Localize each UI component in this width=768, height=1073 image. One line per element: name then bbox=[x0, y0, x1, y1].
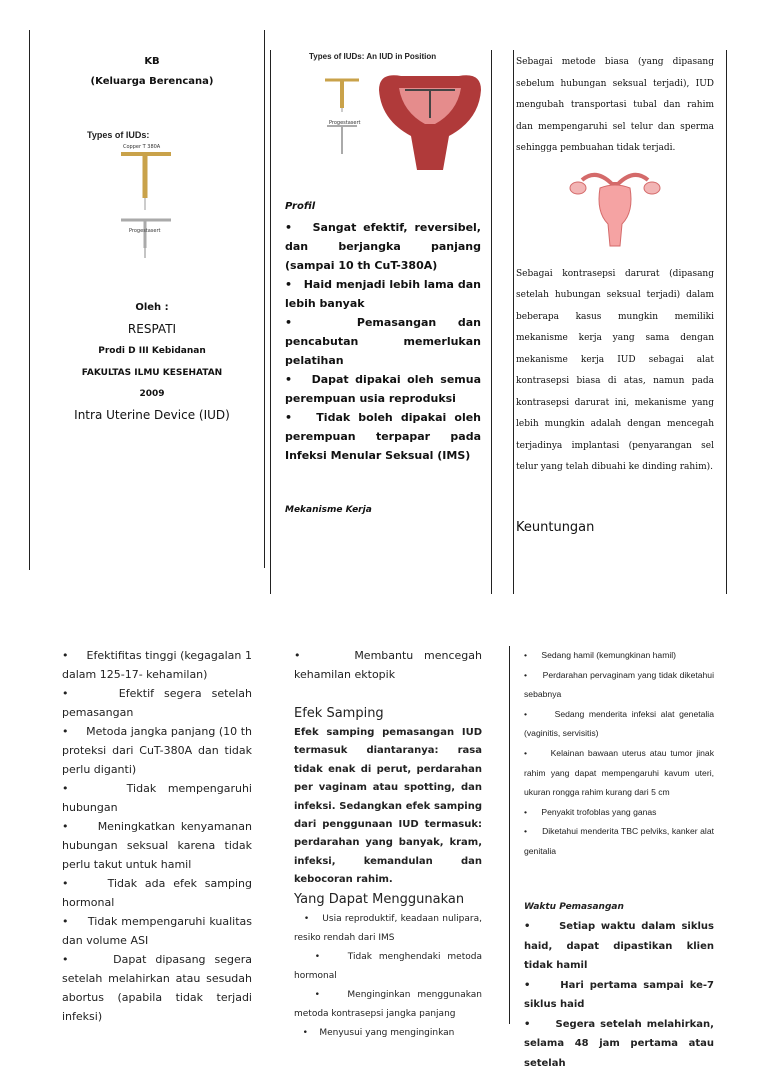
iud-types-image bbox=[81, 128, 223, 264]
profil-panel bbox=[285, 50, 481, 515]
list-item: • Sedang hamil (kemungkinan hamil) bbox=[524, 650, 677, 660]
mekanisme-heading: Mekanisme Kerja bbox=[285, 505, 372, 515]
program-name: Prodi D III Kebidanan bbox=[98, 346, 206, 356]
list-item: • Diketahui menderita TBC pelviks, kanker alat genitalia bbox=[524, 826, 714, 856]
list-item: • Efektifitas tinggi (kegagalan 1 dalam 125-17- kehamilan) bbox=[62, 649, 252, 681]
list-item: • Perdarahan pervaginam yang tidak diketahui sebabnya bbox=[524, 669, 714, 700]
image-prog-label: Progestasert bbox=[329, 120, 361, 126]
yang-heading: Yang Dapat Menggunakan bbox=[294, 891, 465, 907]
list-item: • Tidak menghendaki metoda hormonal bbox=[294, 951, 482, 981]
image-title: Types of IUDs: An IUD in Position bbox=[309, 52, 437, 61]
author-name: RESPATI bbox=[127, 322, 177, 336]
list-item: • Kelainan bawaan uterus atau tumor jinak rahim yang dapat mempengaruhi kavum uteri, ukuran rongga rahim kurang dari 5 cm bbox=[524, 747, 714, 798]
mekanisme-panel bbox=[516, 52, 714, 538]
divider-line bbox=[513, 50, 514, 594]
list-item: • Tidak mempengaruhi hubungan bbox=[62, 782, 252, 814]
topic-title: Intra Uterine Device (IUD) bbox=[74, 408, 230, 422]
divider-line bbox=[270, 50, 271, 594]
list-item: • Tidak ada efek samping hormonal bbox=[62, 877, 252, 909]
list-item: • Meningkatkan kenyamanan hubungan seksual karena tidak perlu takut untuk hamil bbox=[62, 820, 252, 871]
waktu-heading: Waktu Pemasangan bbox=[524, 901, 624, 912]
image-prog-label: Progestasert bbox=[129, 228, 161, 234]
by-label: Oleh : bbox=[135, 302, 169, 313]
cover-subtitle: (Keluarga Berencana) bbox=[90, 76, 214, 87]
reproductive-organ-image bbox=[516, 166, 714, 256]
list-item: • Hari pertama sampai ke-7 siklus haid bbox=[524, 979, 714, 1011]
list-item: • Metoda jangka panjang (10 th proteksi dari CuT-380A dan tidak perlu diganti) bbox=[62, 725, 252, 776]
list-item: • Setiap waktu dalam siklus haid, dapat dipastikan klien tidak hamil bbox=[524, 921, 714, 972]
kontraindikasi-panel bbox=[524, 646, 714, 1073]
list-item: • Sedang menderita infeksi alat genetalia (vaginitis, servisitis) bbox=[524, 708, 714, 739]
list-item: • Tidak mempengaruhi kualitas dan volume ASI bbox=[62, 915, 252, 947]
mekanisme-paragraph-2: Sebagai kontrasepsi darurat (dipasang setelah hubungan seksual terjadi) dalam beberapa kasus mungkin memiliki mekanisme kerja yang sama dengan mekanisme kerja IUD sebagai alat kontrasepsi biasa di atas, namun pada kontrasepsi darurat ini, mekanisme yang lebih mungkin adalah dengan mencegah terjadinya implantasi (penyarangan sel telur yang telah dibuahi ke dinding rahim). bbox=[516, 268, 714, 472]
list-item: • Sangat efektif, reversibel, dan berjangka panjang (sampai 10 th CuT-380A) bbox=[285, 221, 481, 272]
profil-heading: Profil bbox=[285, 201, 316, 212]
iud-in-position-image bbox=[309, 50, 485, 172]
divider-line bbox=[491, 50, 492, 594]
uterus-icon bbox=[516, 166, 714, 256]
year: 2009 bbox=[139, 389, 165, 399]
cover-title: KB bbox=[144, 56, 160, 67]
list-item: • Menyusui yang menginginkan bbox=[294, 1027, 455, 1038]
faculty-name: FAKULTAS ILMU KESEHATAN bbox=[81, 368, 223, 378]
list-item: • Efektif segera setelah pemasangan bbox=[62, 687, 252, 719]
divider-line bbox=[264, 30, 265, 568]
list-item: • Penyakit trofoblas yang ganas bbox=[524, 806, 657, 817]
image-copper-label: Copper T 380A bbox=[123, 144, 161, 150]
cover-panel bbox=[40, 52, 264, 426]
list-item: • Dapat dipasang segera setelah melahirkan atau sesudah abortus (apabila tidak terjadi infeksi) bbox=[62, 953, 252, 1023]
efek-heading: Efek Samping bbox=[294, 706, 384, 721]
divider-line bbox=[726, 50, 727, 594]
efek-panel bbox=[294, 646, 482, 1043]
iud-drawing bbox=[81, 128, 223, 264]
list-item: • Menginginkan menggunakan metoda kontrasepsi jangka panjang bbox=[294, 989, 483, 1019]
image-title: Types of IUDs: bbox=[87, 130, 150, 140]
list-item: • Dapat dipakai oleh semua perempuan usia reproduksi bbox=[285, 373, 481, 405]
list-item: • Membantu mencegah kehamilan ektopik bbox=[294, 649, 482, 681]
profil-list bbox=[285, 218, 481, 465]
list-item: • Usia reproduktif, keadaan nulipara, resiko rendah dari IMS bbox=[294, 913, 482, 943]
list-item: • Segera setelah melahirkan, selama 48 jam pertama atau setelah bbox=[524, 1018, 714, 1069]
divider-line bbox=[509, 646, 510, 1024]
keuntungan-heading: Keuntungan bbox=[516, 519, 595, 535]
mekanisme-paragraph-1: Sebagai metode biasa (yang dipasang sebelum hubungan seksual terjadi), IUD mengubah transportasi tubal dan rahim dan mempengaruhi sel telur dan sperma sehingga pembuahan tidak terjadi. bbox=[516, 57, 714, 153]
list-item: • Haid menjadi lebih lama dan lebih banyak bbox=[285, 278, 481, 310]
list-item: • Pemasangan dan pencabutan memerlukan pelatihan bbox=[285, 316, 481, 367]
keuntungan-panel bbox=[62, 646, 252, 1026]
efek-text: Efek samping pemasangan IUD termasuk diantaranya: rasa tidak enak di perut, perdarahan per vaginam atau spotting, dan infeksi. Sedangkan efek samping dari penggunaan IUD termasuk: perdarahan yang banyak, kram, infeksi, kemandulan dan kebocoran rahim. bbox=[294, 727, 482, 886]
uterus-drawing bbox=[309, 50, 485, 172]
list-item: • Tidak boleh dipakai oleh perempuan terpapar pada Infeksi Menular Seksual (IMS) bbox=[285, 411, 482, 462]
divider-line bbox=[29, 30, 30, 570]
